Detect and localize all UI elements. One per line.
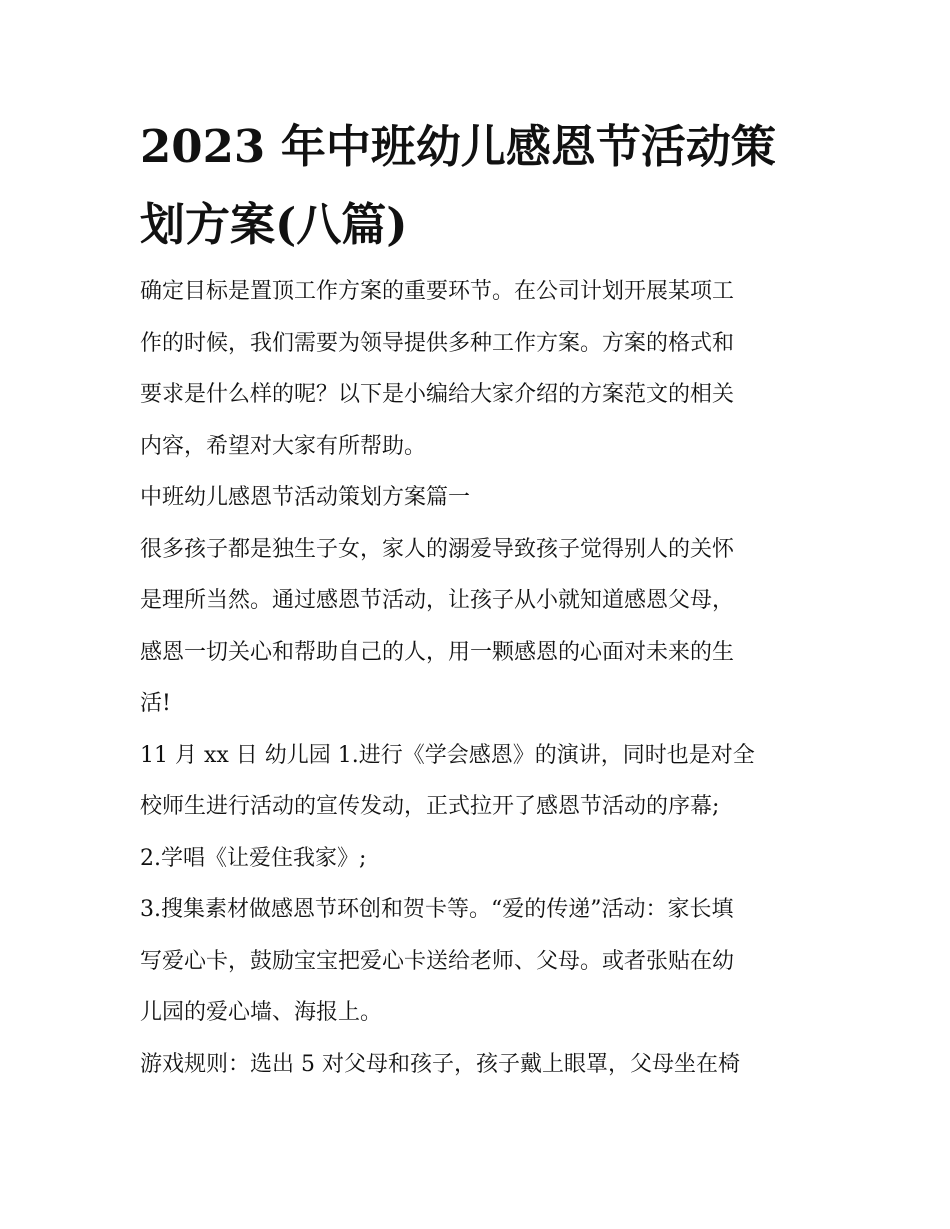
text-line: 活! — [140, 691, 171, 716]
document-page — [140, 108, 830, 1090]
title-line: 划方案(八篇) — [140, 198, 408, 251]
text-line: 校师生进行活动的宣传发动，正式拉开了感恩节活动的序幕; — [140, 794, 720, 819]
text-line: 11 月 xx 日 幼儿园 1.进行《学会感恩》的演讲，同时也是对全 — [140, 742, 755, 768]
intro-paragraph — [140, 266, 830, 472]
text-line: 很多孩子都是独生子女，家人的溺爱导致孩子觉得别人的关怀 — [140, 536, 735, 562]
body-paragraph — [140, 524, 830, 730]
text-line: 儿园的爱心墙、海报上。 — [140, 1000, 383, 1025]
section-heading — [140, 472, 830, 524]
text-line: 要求是什么样的呢？以下是小编给大家介绍的方案范文的相关 — [140, 382, 735, 407]
body-paragraph — [140, 833, 830, 885]
text-line: 作的时候，我们需要为领导提供多种工作方案。方案的格式和 — [140, 330, 735, 356]
document-title — [140, 108, 830, 264]
text-line: 确定目标是置顶工作方案的重要环节。在公司计划开展某项工 — [140, 279, 735, 304]
text-line: 感恩一切关心和帮助自己的人，用一颗感恩的心面对未来的生 — [140, 639, 735, 665]
text-line: 写爱心卡，鼓励宝宝把爱心卡送给老师、父母。或者张贴在幼 — [140, 948, 735, 974]
body-paragraph — [140, 730, 830, 833]
body-paragraph — [140, 884, 830, 1039]
text-line: 3.搜集素材做感恩节环创和贺卡等。“爱的传递”活动：家长填 — [140, 897, 734, 922]
title-line: 2023 年中班幼儿感恩节活动策 — [140, 120, 776, 173]
text-line: 游戏规则：选出 5 对父母和孩子，孩子戴上眼罩，父母坐在椅 — [140, 1051, 740, 1077]
text-line: 中班幼儿感恩节活动策划方案篇一 — [140, 485, 471, 510]
body-paragraph — [140, 1039, 830, 1091]
text-line: 是理所当然。通过感恩节活动，让孩子从小就知道感恩父母， — [140, 588, 735, 613]
text-line: 2.学唱《让爱住我家》; — [140, 845, 367, 871]
text-line: 内容，希望对大家有所帮助。 — [140, 433, 427, 459]
